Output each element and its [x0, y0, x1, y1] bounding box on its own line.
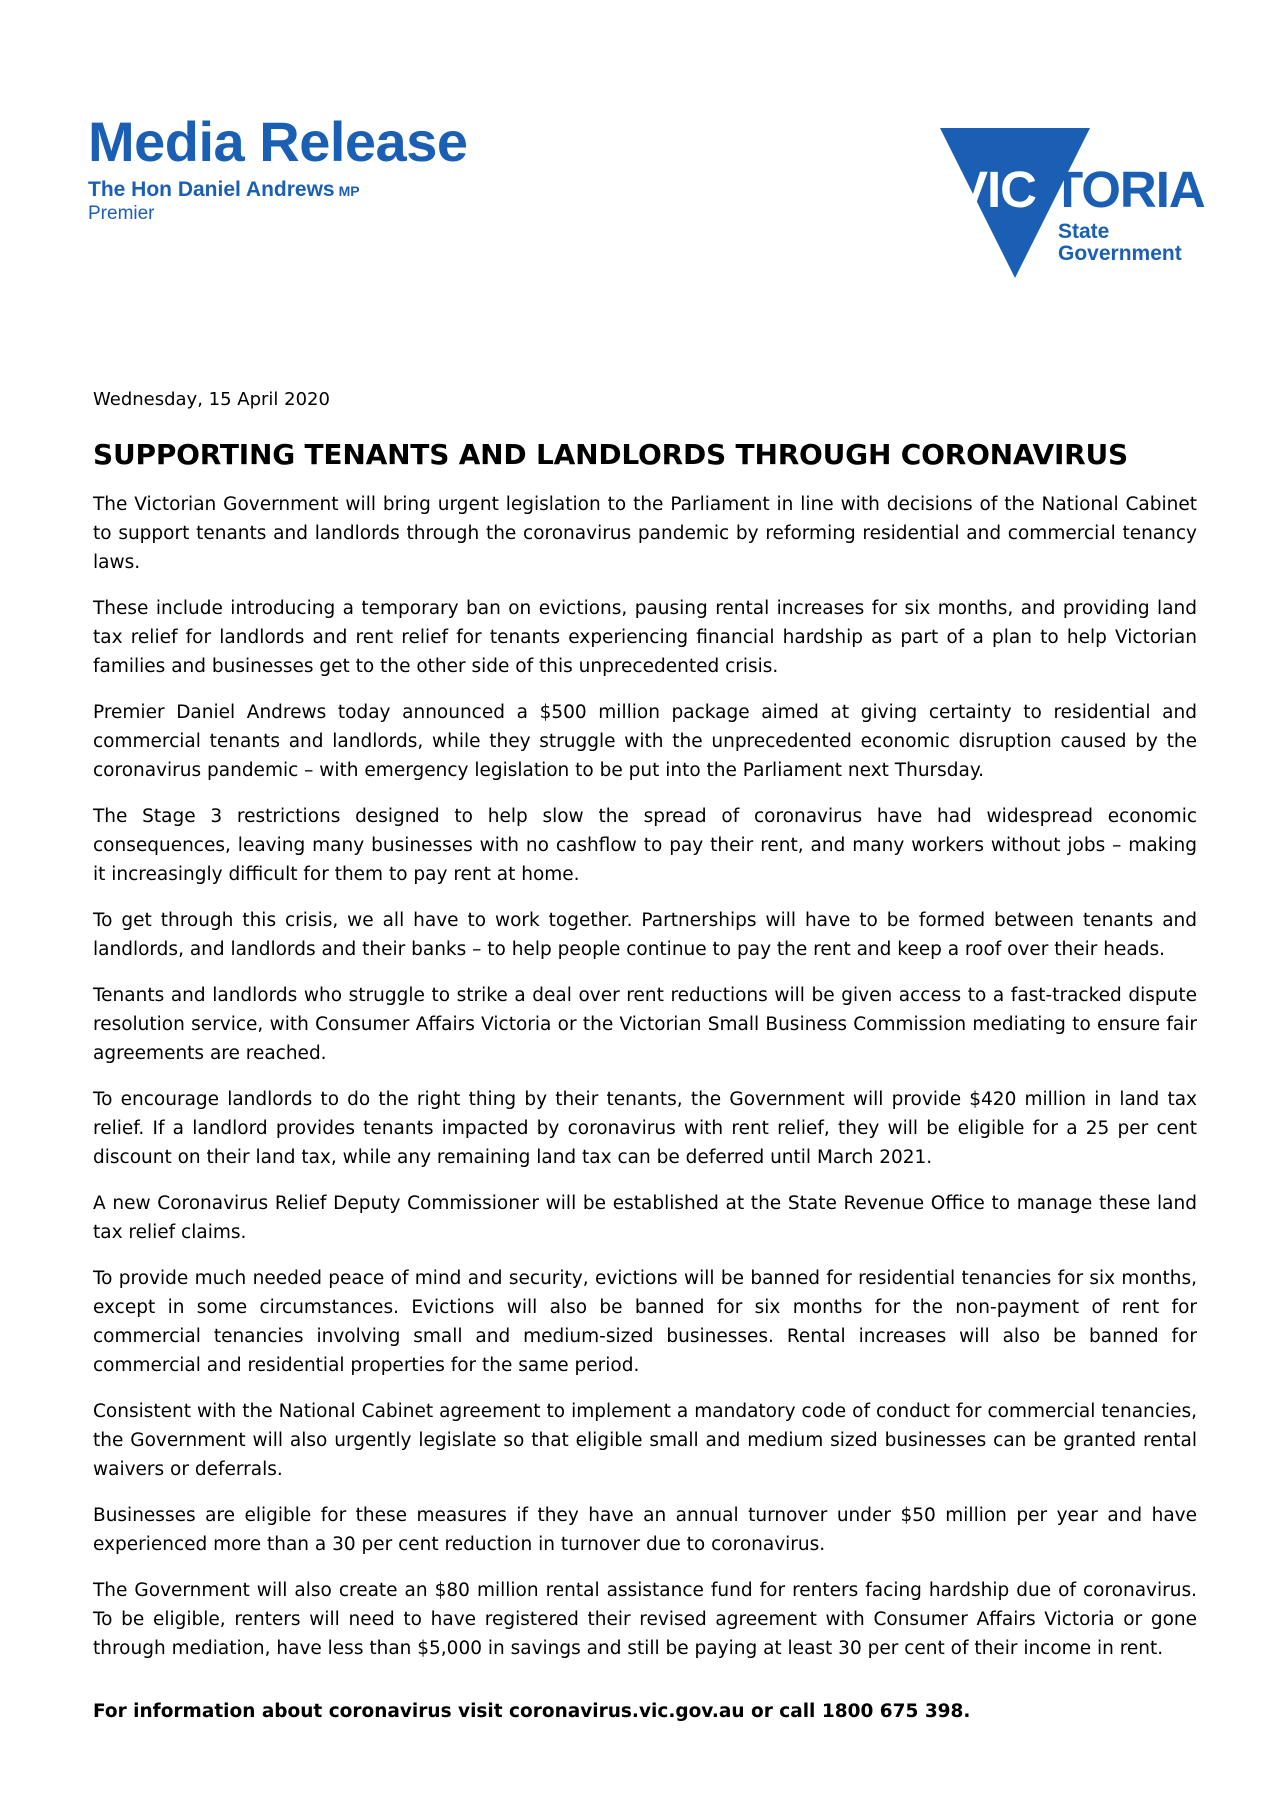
paragraph: These include introducing a temporary ban on evictions, pausing rental increases for six months, and providing land tax relief for landlords and rent relief for tenants experiencing financial hardship as part of a plan to help Victorian families and businesses get to the other side of this unprecedented crisis. [93, 598, 1197, 677]
paragraph: To provide much needed peace of mind and security, evictions will be banned for residential tenancies for six months, except in some circumstances. Evictions will also be banned for six months for the non-payment of rent for commercial tenancies involving small and medium-sized businesses. Rental increases will also be banned for commercial and residential properties for the same period. [93, 1268, 1197, 1376]
svg-text:TORIA: TORIA [1052, 161, 1205, 218]
paragraph: Consistent with the National Cabinet agreement to implement a mandatory code of conduct for commercial tenancies, the Government will also urgently legislate so that eligible small and medium sized businesses can be granted rental waivers or deferrals. [93, 1401, 1197, 1480]
paragraph: Premier Daniel Andrews today announced a $500 million package aimed at giving certainty to residential and commercial tenants and landlords, while they struggle with the unprecedented economic disruption caused by the coronavirus pandemic – with emergency legislation to be put into the Parliament next Thursday. [93, 702, 1197, 781]
release-date: Wednesday, 15 April 2020 [93, 389, 330, 410]
minister-name [88, 178, 467, 202]
paragraph: The Stage 3 restrictions designed to help slow the spread of coronavirus have had widespread economic consequences, leaving many businesses with no cashflow to pay their rent, and many workers without jobs – making it increasingly difficult for them to pay rent at home. [93, 806, 1197, 885]
coronavirus-info-footer: For information about coronavirus visit coronavirus.vic.gov.au or call 1800 675 398. [93, 1701, 971, 1722]
svg-text:Government: Government [1058, 242, 1182, 265]
paragraph: To encourage landlords to do the right thing by their tenants, the Government will provide $420 million in land tax relief. If a landlord provides tenants impacted by coronavirus with rent relief, they will be eligible for a 25 per cent discount on their land tax, while any remaining land tax can be deferred until March 2021. [93, 1089, 1197, 1168]
paragraph: The Victorian Government will bring urgent legislation to the Parliament in line with decisions of the National Cabinet to support tenants and landlords through the coronavirus pandemic by reforming residential and commercial tenancy laws. [93, 494, 1197, 573]
page-title: Media Release [88, 110, 468, 173]
paragraph: Tenants and landlords who struggle to strike a deal over rent reductions will be given access to a fast-tracked dispute resolution service, with Consumer Affairs Victoria or the Victorian Small Business Commission mediating to ensure fair agreements are reached. [93, 985, 1197, 1064]
headline: SUPPORTING TENANTS AND LANDLORDS THROUGH CORONAVIRUS [93, 438, 1129, 471]
minister-name-text: The Hon Daniel Andrews [88, 178, 335, 201]
media-release-header [88, 112, 467, 225]
svg-text:State: State [1058, 220, 1110, 243]
paragraph: The Government will also create an $80 million rental assistance fund for renters facing hardship due of coronavirus. To be eligible, renters will need to have registered their revised agreement with Consumer Affairs Victoria or gone through mediation, have less than $5,000 in savings and still be paying at least 30 per cent of their income in rent. [93, 1580, 1197, 1659]
paragraph: Businesses are eligible for these measures if they have an annual turnover under $50 million per year and have experienced more than a 30 per cent reduction in turnover due to coronavirus. [93, 1505, 1197, 1555]
paragraph: A new Coronavirus Relief Deputy Commissioner will be established at the State Revenue Office to manage these land tax relief claims. [93, 1193, 1197, 1243]
victoria-state-government-logo [940, 128, 1210, 280]
minister-post: MP [338, 183, 360, 199]
svg-text:VIC: VIC [954, 161, 1037, 218]
minister-role: Premier [88, 203, 155, 224]
paragraph: To get through this crisis, we all have to work together. Partnerships will have to be formed between tenants and landlords, and landlords and their banks – to help people continue to pay the rent and keep a roof over their heads. [93, 910, 1197, 960]
release-body [93, 386, 1197, 1726]
